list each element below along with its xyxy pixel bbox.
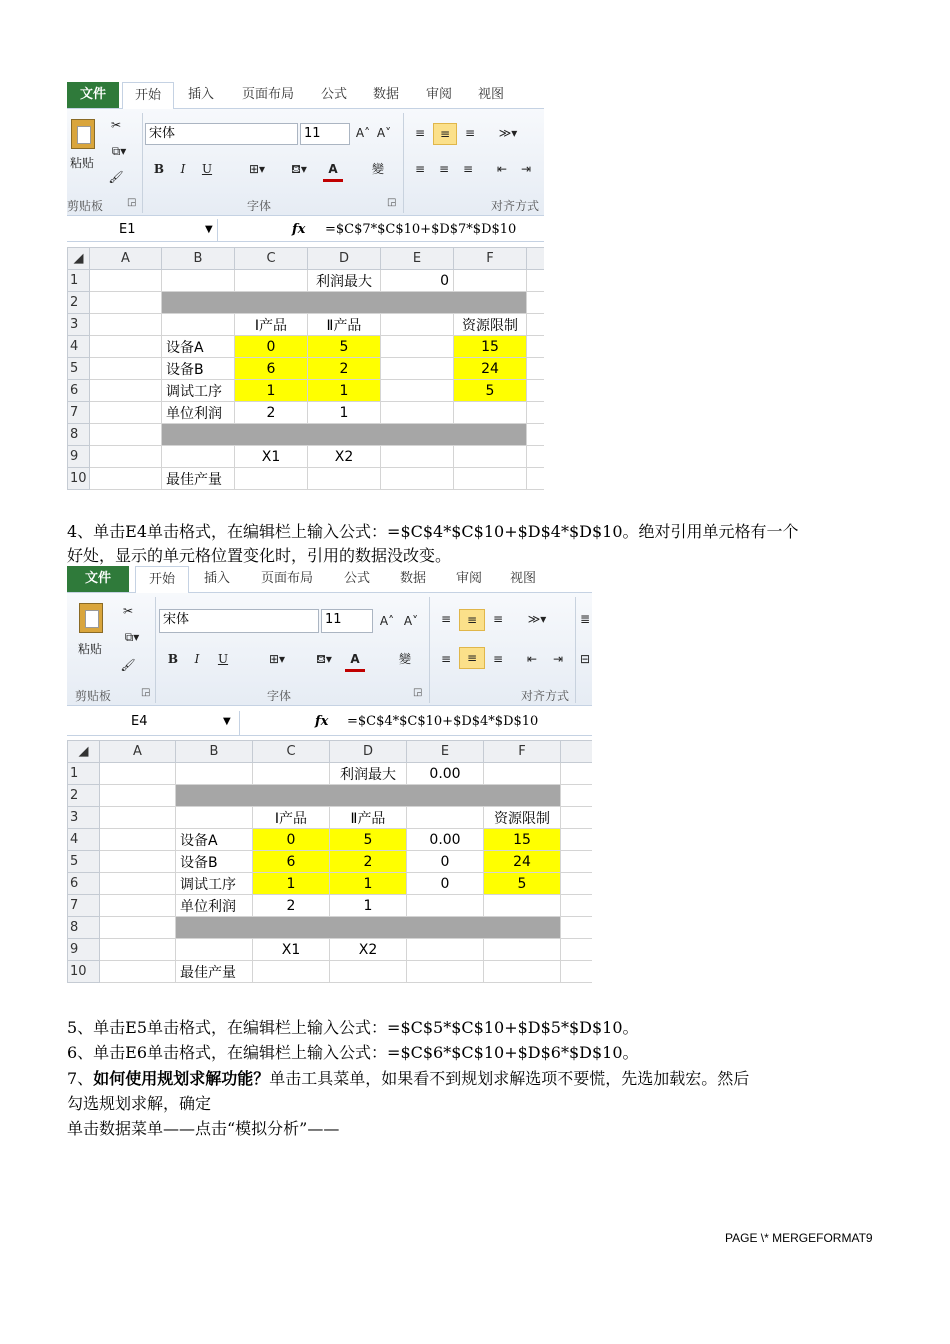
grow-font-icon[interactable]: A˄ — [379, 614, 395, 628]
align-left-icon[interactable]: ≡ — [440, 652, 452, 666]
ribbon-tabs — [67, 82, 544, 109]
merged-gray-band[interactable] — [162, 424, 527, 446]
sheet-row — [68, 402, 545, 424]
name-box-value: E1 — [119, 222, 136, 237]
group-divider — [155, 597, 156, 703]
formula-input[interactable]: =$C$7*$C$10+$D$7*$D$10 — [325, 222, 517, 237]
cell-E3[interactable] — [381, 314, 454, 336]
cell-C6[interactable]: 1 — [253, 873, 330, 895]
column-header — [527, 248, 545, 270]
cell-A7[interactable] — [100, 895, 176, 917]
step-7-question: 如何使用规划求解功能？ — [93, 1069, 270, 1088]
row-header[interactable]: 1 — [68, 763, 100, 785]
merged-gray-band[interactable] — [176, 785, 561, 807]
font-name-select[interactable]: 宋体 — [159, 609, 319, 633]
cell-F10[interactable] — [454, 468, 527, 490]
sheet-row — [68, 446, 545, 468]
align-bottom-icon[interactable]: ≡ — [492, 612, 504, 626]
paragraph-step-4-line-2: 好处，显示的单元格位置变化时，引用的数据没改变。 — [67, 546, 452, 565]
align-middle-icon[interactable]: ≡ — [459, 609, 485, 631]
cell-A7[interactable] — [90, 402, 162, 424]
cell-D9[interactable]: X2 — [330, 939, 407, 961]
cut-icon[interactable]: ✂ — [110, 118, 122, 132]
cell-A8[interactable] — [90, 424, 162, 446]
row-header[interactable]: 8 — [68, 917, 100, 939]
cell-overflow — [561, 961, 593, 983]
column-header[interactable]: C — [235, 248, 308, 270]
italic-button[interactable]: I — [194, 652, 200, 666]
cell-overflow — [561, 895, 593, 917]
cell-C1[interactable] — [235, 270, 308, 292]
formula-bar — [67, 219, 544, 242]
font-color-button[interactable]: A — [323, 159, 343, 182]
italic-button[interactable]: I — [180, 162, 186, 176]
cell-E5[interactable]: 0 — [407, 851, 484, 873]
align-top-icon[interactable]: ≡ — [440, 612, 452, 626]
font-launcher-icon[interactable]: ◲ — [413, 687, 423, 698]
chevron-down-icon[interactable]: ▼ — [205, 224, 213, 235]
cell-F6[interactable]: 5 — [484, 873, 561, 895]
cell-D5[interactable]: 2 — [308, 358, 381, 380]
cell-A9[interactable] — [90, 446, 162, 468]
step-7-number: 7、 — [67, 1069, 94, 1088]
cell-C5[interactable]: 6 — [235, 358, 308, 380]
cell-F3[interactable]: 资源限制 — [484, 807, 561, 829]
cell-overflow — [561, 873, 593, 895]
formula-bar — [67, 711, 592, 736]
paragraph-step-8: 单击数据菜单——点击“模拟分析”—— — [67, 1119, 340, 1138]
tab-review[interactable]: 审阅 — [455, 571, 482, 586]
cell-E5[interactable] — [381, 358, 454, 380]
align-right-icon[interactable]: ≡ — [462, 162, 474, 176]
tab-data[interactable]: 数据 — [372, 87, 399, 102]
cell-A3[interactable] — [100, 807, 176, 829]
sheet-row — [68, 829, 593, 851]
cell-E4[interactable]: 0.00 — [407, 829, 484, 851]
borders-icon[interactable]: ⊞▾ — [248, 162, 266, 176]
cell-C10[interactable] — [235, 468, 308, 490]
cell-A10[interactable] — [100, 961, 176, 983]
sheet-row — [68, 270, 545, 292]
cell-D5[interactable]: 2 — [330, 851, 407, 873]
group-label-font: 字体 — [267, 689, 292, 703]
cell-overflow — [561, 763, 593, 785]
clipboard-launcher-icon[interactable]: ◲ — [127, 197, 137, 208]
cell-A2[interactable] — [90, 292, 162, 314]
paste-button[interactable]: 粘贴 — [77, 642, 102, 656]
column-header[interactable]: C — [253, 741, 330, 763]
cell-B6[interactable]: 调试工序 — [176, 873, 253, 895]
row-header[interactable]: 7 — [68, 402, 90, 424]
align-right-icon[interactable]: ≡ — [492, 652, 504, 666]
orientation-icon[interactable]: ≫▾ — [498, 126, 518, 140]
row-header[interactable]: 3 — [68, 314, 90, 336]
cell-B6[interactable]: 调试工序 — [162, 380, 235, 402]
row-header[interactable]: 3 — [68, 807, 100, 829]
cell-C4[interactable]: 0 — [253, 829, 330, 851]
sheet-row — [68, 292, 545, 314]
sheet-row — [68, 424, 545, 446]
group-divider — [429, 597, 430, 703]
cell-F9[interactable] — [484, 939, 561, 961]
cell-D9[interactable]: X2 — [308, 446, 381, 468]
grow-font-icon[interactable]: A˄ — [355, 126, 371, 140]
wrap-text-icon[interactable]: ≣ — [579, 612, 591, 626]
sheet-row — [68, 336, 545, 358]
cell-B9[interactable] — [176, 939, 253, 961]
cell-overflow — [527, 424, 545, 446]
column-header[interactable]: F — [484, 741, 561, 763]
column-header[interactable]: A — [90, 248, 162, 270]
tab-file[interactable]: 文件 — [67, 566, 129, 592]
name-box[interactable] — [67, 711, 240, 735]
row-header[interactable]: 4 — [68, 829, 100, 851]
phonetic-button[interactable]: 變 — [371, 162, 384, 176]
row-header[interactable]: 4 — [68, 336, 90, 358]
cell-B1[interactable] — [176, 763, 253, 785]
cell-A6[interactable] — [100, 873, 176, 895]
cell-overflow — [561, 939, 593, 961]
cell-F1[interactable] — [484, 763, 561, 785]
excel-screenshot-1 — [67, 82, 544, 492]
cell-B1[interactable] — [162, 270, 235, 292]
cell-overflow — [527, 402, 545, 424]
cell-A6[interactable] — [90, 380, 162, 402]
tab-data[interactable]: 数据 — [399, 571, 426, 586]
underline-button[interactable]: U — [217, 652, 229, 666]
cell-D4[interactable]: 5 — [330, 829, 407, 851]
merged-gray-band[interactable] — [162, 292, 527, 314]
cell-overflow — [561, 785, 593, 807]
merged-gray-band[interactable] — [176, 917, 561, 939]
cell-D1[interactable]: 利润最大 — [330, 763, 407, 785]
tab-file[interactable]: 文件 — [67, 82, 119, 108]
group-divider — [142, 113, 143, 213]
cell-F9[interactable] — [454, 446, 527, 468]
sheet-row — [68, 380, 545, 402]
borders-icon[interactable]: ⊞▾ — [268, 652, 286, 666]
format-painter-icon[interactable]: 🖌 — [120, 658, 136, 672]
cell-F10[interactable] — [484, 961, 561, 983]
column-header[interactable]: D — [330, 741, 407, 763]
row-header[interactable]: 6 — [68, 873, 100, 895]
column-header-row — [68, 741, 593, 763]
row-header[interactable]: 5 — [68, 851, 100, 873]
cell-E7[interactable] — [407, 895, 484, 917]
sheet-row — [68, 763, 593, 785]
cell-D10[interactable] — [308, 468, 381, 490]
sheet-row — [68, 358, 545, 380]
copy-icon[interactable]: ⧉▾ — [111, 144, 127, 158]
name-box-value: E4 — [131, 714, 148, 729]
sheet-row — [68, 961, 593, 983]
underline-button[interactable]: U — [201, 162, 213, 176]
cell-overflow — [561, 851, 593, 873]
sheet-row — [68, 468, 545, 490]
tab-view[interactable]: 视图 — [509, 571, 536, 586]
row-header[interactable]: 7 — [68, 895, 100, 917]
tab-formulas[interactable]: 公式 — [320, 87, 347, 102]
cell-overflow — [527, 292, 545, 314]
cell-overflow — [561, 829, 593, 851]
cell-E3[interactable] — [407, 807, 484, 829]
column-header[interactable]: A — [100, 741, 176, 763]
cell-A1[interactable] — [90, 270, 162, 292]
fill-color-icon[interactable]: ⛾▾ — [316, 652, 332, 666]
page-footer: PAGE \* MERGEFORMAT9 — [725, 1231, 873, 1245]
sheet-row — [68, 851, 593, 873]
group-label-clipboard: 剪贴板 — [67, 199, 104, 213]
chevron-down-icon[interactable]: ▼ — [223, 716, 231, 727]
cell-D7[interactable]: 1 — [308, 402, 381, 424]
paste-icon[interactable] — [71, 119, 95, 149]
cell-A5[interactable] — [90, 358, 162, 380]
cell-B5[interactable]: 设备B — [176, 851, 253, 873]
column-header — [561, 741, 593, 763]
cell-B3[interactable] — [162, 314, 235, 336]
column-header[interactable]: B — [162, 248, 235, 270]
tab-insert[interactable]: 插入 — [203, 571, 230, 586]
cell-E9[interactable] — [381, 446, 454, 468]
font-color-button[interactable]: A — [345, 649, 365, 672]
select-all-corner[interactable]: ◢ — [68, 248, 90, 270]
cell-C10[interactable] — [253, 961, 330, 983]
bold-button[interactable]: B — [167, 652, 179, 666]
cell-C7[interactable]: 2 — [253, 895, 330, 917]
column-header[interactable]: E — [407, 741, 484, 763]
cell-B4[interactable]: 设备A — [176, 829, 253, 851]
column-header-row — [68, 248, 545, 270]
cell-D3[interactable]: Ⅱ产品 — [308, 314, 381, 336]
tab-home[interactable]: 开始 — [122, 82, 174, 110]
cell-A8[interactable] — [100, 917, 176, 939]
cell-A10[interactable] — [90, 468, 162, 490]
cell-E4[interactable] — [381, 336, 454, 358]
tab-insert[interactable]: 插入 — [187, 87, 214, 102]
font-size-select[interactable]: 11 — [321, 609, 373, 633]
cell-D7[interactable]: 1 — [330, 895, 407, 917]
cell-B10[interactable]: 最佳产量 — [162, 468, 235, 490]
sheet-row — [68, 873, 593, 895]
cell-B5[interactable]: 设备B — [162, 358, 235, 380]
cell-E10[interactable] — [381, 468, 454, 490]
font-name-select[interactable]: 宋体 — [145, 123, 298, 145]
format-painter-icon[interactable]: 🖌 — [108, 170, 124, 184]
cell-B7[interactable]: 单位利润 — [162, 402, 235, 424]
name-box[interactable] — [67, 219, 218, 241]
sheet-row — [68, 939, 593, 961]
shrink-font-icon[interactable]: A˅ — [403, 614, 419, 628]
align-center-icon[interactable]: ≡ — [459, 647, 485, 669]
row-header[interactable]: 8 — [68, 424, 90, 446]
cell-F7[interactable] — [484, 895, 561, 917]
column-header[interactable]: E — [381, 248, 454, 270]
column-header[interactable]: D — [308, 248, 381, 270]
tab-home[interactable]: 开始 — [135, 566, 189, 594]
cell-E9[interactable] — [407, 939, 484, 961]
cell-overflow — [527, 380, 545, 402]
cell-C9[interactable]: X1 — [253, 939, 330, 961]
phonetic-button[interactable]: 變 — [398, 652, 411, 666]
bold-button[interactable]: B — [153, 162, 165, 176]
tab-view[interactable]: 视图 — [477, 87, 504, 102]
cut-icon[interactable]: ✂ — [122, 604, 134, 618]
row-header[interactable]: 5 — [68, 358, 90, 380]
excel-screenshot-2 — [67, 566, 592, 1002]
row-header[interactable]: 2 — [68, 292, 90, 314]
align-middle-icon[interactable]: ≡ — [433, 123, 457, 145]
sheet-row — [68, 314, 545, 336]
orientation-icon[interactable]: ≫▾ — [527, 612, 547, 626]
merge-center-icon[interactable]: ⊟ — [579, 652, 591, 666]
tab-review[interactable]: 审阅 — [425, 87, 452, 102]
cell-F5[interactable]: 24 — [454, 358, 527, 380]
cell-D6[interactable]: 1 — [308, 380, 381, 402]
cell-A1[interactable] — [100, 763, 176, 785]
indent-increase-icon[interactable]: ⇥ — [552, 652, 564, 666]
fill-color-icon[interactable]: ⛾▾ — [291, 162, 307, 176]
cell-C4[interactable]: 0 — [235, 336, 308, 358]
cell-D6[interactable]: 1 — [330, 873, 407, 895]
formula-input[interactable]: =$C$4*$C$10+$D$4*$D$10 — [347, 714, 539, 729]
indent-increase-icon[interactable]: ⇥ — [520, 162, 532, 176]
cell-C7[interactable]: 2 — [235, 402, 308, 424]
cell-overflow — [527, 358, 545, 380]
row-header[interactable]: 10 — [68, 468, 90, 490]
font-launcher-icon[interactable]: ◲ — [387, 197, 397, 208]
cell-E1[interactable]: 0 — [381, 270, 454, 292]
cell-D1[interactable]: 利润最大 — [308, 270, 381, 292]
cell-C3[interactable]: Ⅰ产品 — [235, 314, 308, 336]
cell-A5[interactable] — [100, 851, 176, 873]
clipboard-launcher-icon[interactable]: ◲ — [141, 687, 151, 698]
cell-overflow — [527, 314, 545, 336]
cell-B4[interactable]: 设备A — [162, 336, 235, 358]
cell-A2[interactable] — [100, 785, 176, 807]
cell-overflow — [561, 807, 593, 829]
cell-F7[interactable] — [454, 402, 527, 424]
cell-D4[interactable]: 5 — [308, 336, 381, 358]
cell-overflow — [561, 917, 593, 939]
cell-C6[interactable]: 1 — [235, 380, 308, 402]
cell-E6[interactable]: 0 — [407, 873, 484, 895]
row-header[interactable]: 1 — [68, 270, 90, 292]
group-label-clipboard: 剪贴板 — [75, 689, 112, 703]
fx-icon[interactable]: fx — [292, 222, 306, 237]
indent-decrease-icon[interactable]: ⇤ — [526, 652, 538, 666]
copy-icon[interactable]: ⧉▾ — [124, 630, 140, 644]
cell-B10[interactable]: 最佳产量 — [176, 961, 253, 983]
cell-D3[interactable]: Ⅱ产品 — [330, 807, 407, 829]
font-size-select[interactable]: 11 — [300, 123, 350, 145]
align-center-icon[interactable]: ≡ — [438, 162, 450, 176]
cell-F5[interactable]: 24 — [484, 851, 561, 873]
cell-overflow — [527, 468, 545, 490]
cell-F6[interactable]: 5 — [454, 380, 527, 402]
cell-E6[interactable] — [381, 380, 454, 402]
align-bottom-icon[interactable]: ≡ — [464, 126, 476, 140]
group-label-font: 字体 — [247, 199, 272, 213]
paragraph-step-5: 5、单击E5单击格式，在编辑栏上输入公式：=$C$5*$C$10+$D$5*$D$10。 — [67, 1018, 639, 1037]
sheet-row — [68, 807, 593, 829]
tab-page-layout[interactable]: 页面布局 — [260, 571, 313, 586]
cell-A3[interactable] — [90, 314, 162, 336]
cell-E10[interactable] — [407, 961, 484, 983]
group-divider — [403, 113, 404, 213]
tab-formulas[interactable]: 公式 — [343, 571, 370, 586]
cell-E1[interactable]: 0.00 — [407, 763, 484, 785]
cell-C5[interactable]: 6 — [253, 851, 330, 873]
cell-E7[interactable] — [381, 402, 454, 424]
sheet-row — [68, 917, 593, 939]
worksheet-grid — [67, 740, 592, 983]
cell-C9[interactable]: X1 — [235, 446, 308, 468]
column-header[interactable]: B — [176, 741, 253, 763]
paragraph-step-7-line-1 — [67, 1067, 749, 1091]
ribbon-tabs — [67, 566, 592, 593]
cell-B9[interactable] — [162, 446, 235, 468]
shrink-font-icon[interactable]: A˅ — [376, 126, 392, 140]
align-left-icon[interactable]: ≡ — [414, 162, 426, 176]
sheet-row — [68, 785, 593, 807]
row-header[interactable]: 9 — [68, 939, 100, 961]
cell-A4[interactable] — [100, 829, 176, 851]
sheet-row — [68, 895, 593, 917]
row-header[interactable]: 10 — [68, 961, 100, 983]
column-header[interactable]: F — [454, 248, 527, 270]
cell-overflow — [527, 270, 545, 292]
cell-F1[interactable] — [454, 270, 527, 292]
cell-A9[interactable] — [100, 939, 176, 961]
row-header[interactable]: 6 — [68, 380, 90, 402]
cell-B7[interactable]: 单位利润 — [176, 895, 253, 917]
group-label-align: 对齐方式 — [491, 199, 540, 213]
align-top-icon[interactable]: ≡ — [414, 126, 426, 140]
group-label-align: 对齐方式 — [521, 689, 570, 703]
cell-F4[interactable]: 15 — [484, 829, 561, 851]
cell-F4[interactable]: 15 — [454, 336, 527, 358]
cell-D10[interactable] — [330, 961, 407, 983]
ribbon-home — [67, 593, 592, 706]
cell-C1[interactable] — [253, 763, 330, 785]
ribbon-home — [67, 109, 544, 216]
cell-overflow — [527, 446, 545, 468]
cell-C3[interactable]: Ⅰ产品 — [253, 807, 330, 829]
row-header[interactable]: 2 — [68, 785, 100, 807]
tab-page-layout[interactable]: 页面布局 — [241, 87, 294, 102]
paragraph-step-7-line-2: 勾选规划求解，确定 — [67, 1094, 212, 1113]
fx-icon[interactable]: fx — [315, 714, 329, 729]
indent-decrease-icon[interactable]: ⇤ — [496, 162, 508, 176]
cell-B3[interactable] — [176, 807, 253, 829]
paste-icon[interactable] — [79, 603, 103, 633]
select-all-corner[interactable]: ◢ — [68, 741, 100, 763]
worksheet-grid — [67, 247, 544, 490]
group-divider — [575, 597, 576, 703]
paragraph-step-4-line-1: 4、单击E4单击格式，在编辑栏上输入公式：=$C$4*$C$10+$D$4*$D$10。绝对引用单元格有一个 — [67, 522, 799, 541]
paragraph-step-6: 6、单击E6单击格式，在编辑栏上输入公式：=$C$6*$C$10+$D$6*$D$10。 — [67, 1043, 639, 1062]
paste-button[interactable]: 粘贴 — [69, 156, 94, 170]
row-header[interactable]: 9 — [68, 446, 90, 468]
cell-overflow — [527, 336, 545, 358]
step-7-text: 单击工具菜单，如果看不到规划求解选项不要慌，先选加载宏。然后 — [269, 1069, 750, 1088]
cell-F3[interactable]: 资源限制 — [454, 314, 527, 336]
cell-A4[interactable] — [90, 336, 162, 358]
